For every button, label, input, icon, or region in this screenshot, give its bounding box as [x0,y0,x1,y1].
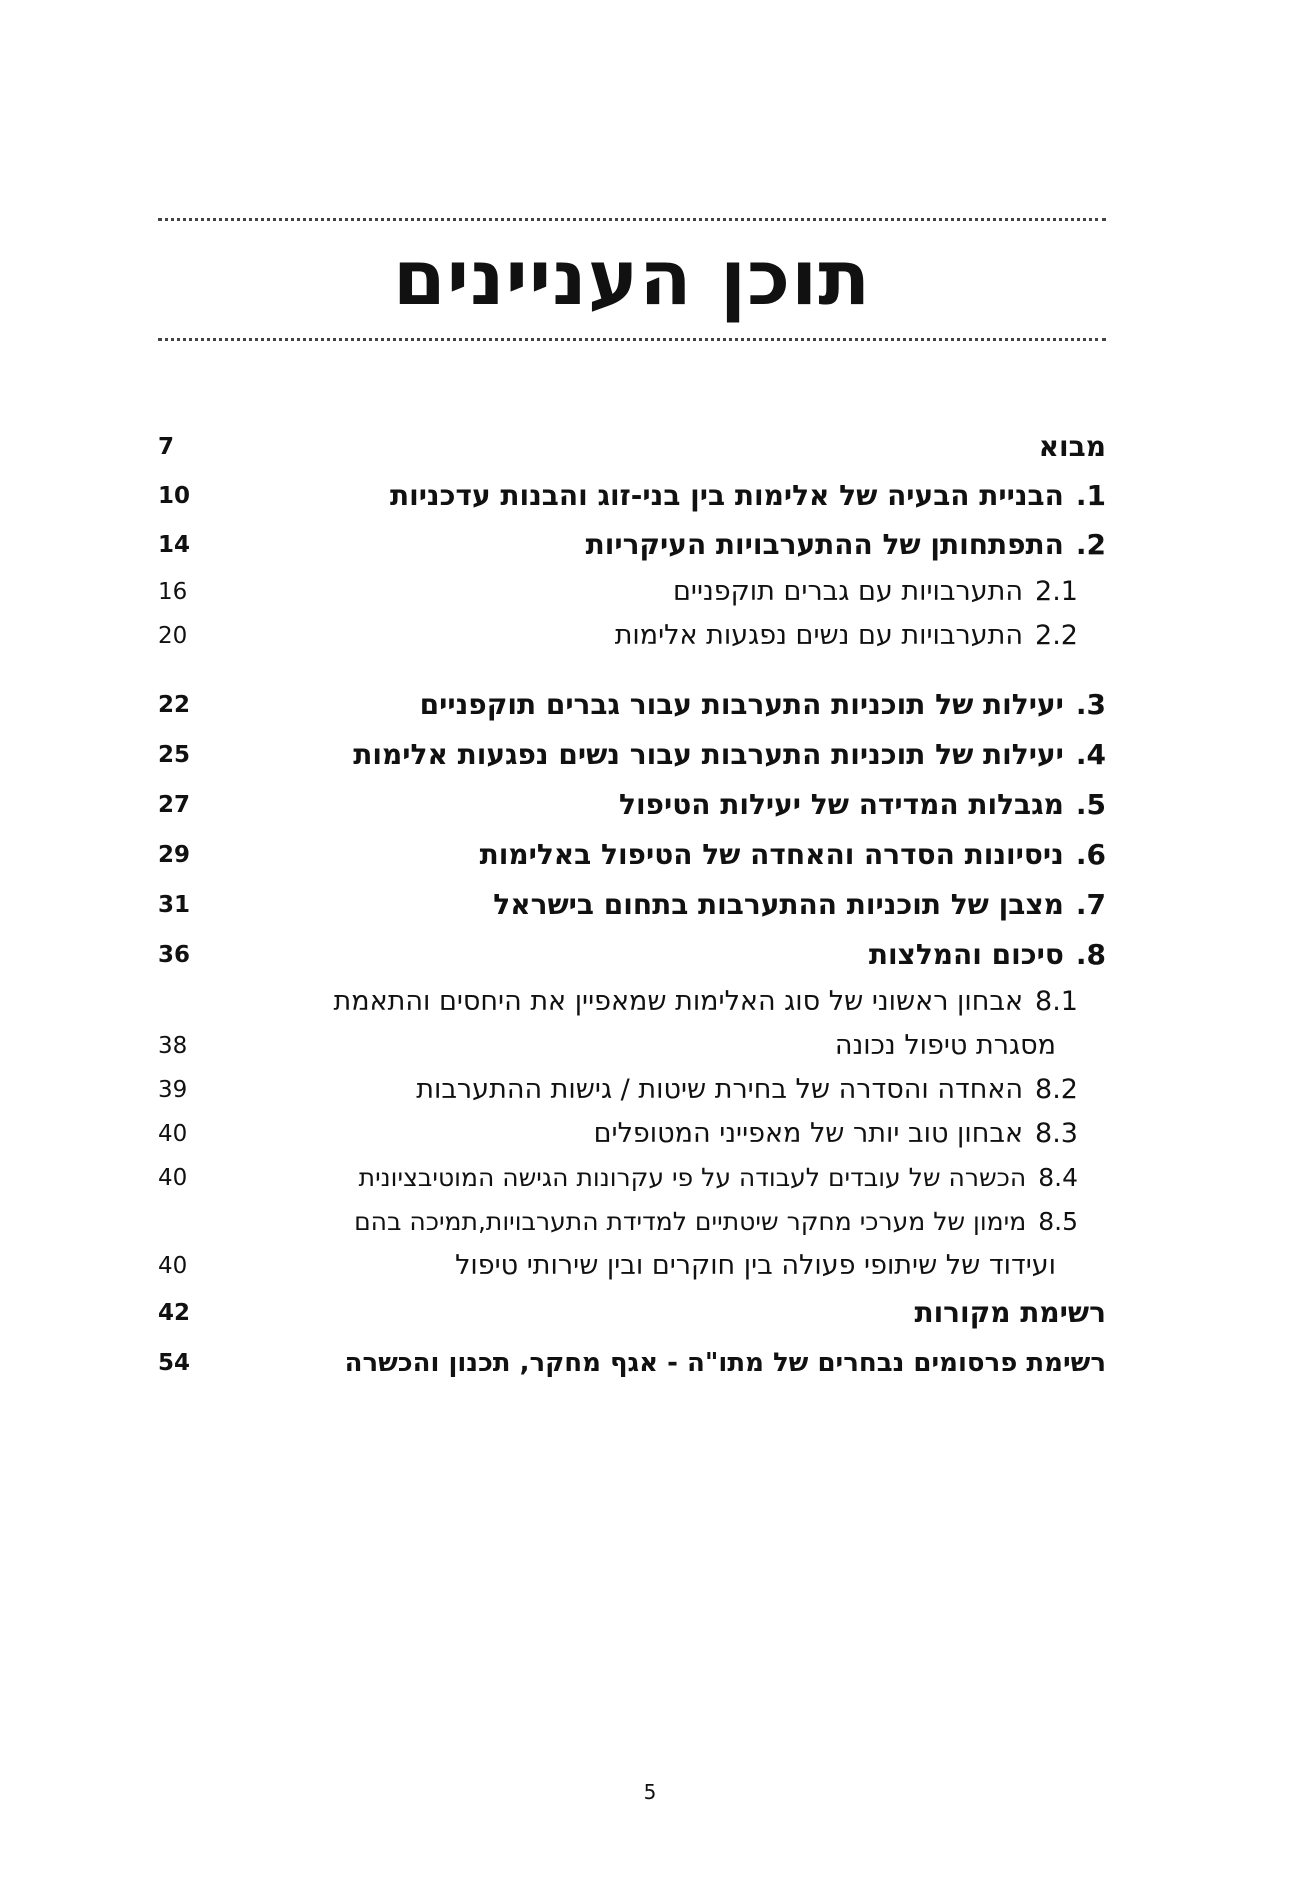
toc-page-number: 10 [158,483,191,509]
toc-entry-title: .7מצבן של תוכניות ההתערבות בתחום בישראל [493,883,1106,927]
toc-page-number: 36 [158,942,191,968]
toc-entry-section-8-5-line-1[interactable] [158,1200,1106,1244]
toc-entry-number: 8.2 [1035,1074,1078,1105]
toc-entry-number: .4 [1075,738,1106,771]
toc-entry-number: .7 [1075,888,1106,921]
toc-entry-number: 8.4 [1038,1163,1078,1192]
toc-entry-number: 2.2 [1035,620,1078,651]
toc-entry-title: 2.2התערבויות עם נשים נפגעות אלימות [615,614,1078,658]
toc-page-number: 39 [158,1077,188,1103]
toc-entry-title: 8.4הכשרה של עובדים לעבודה על פי עקרונות הגישה המוטיבציונית [359,1156,1078,1200]
toc-entry-title: 2.1התערבויות עם גברים תוקפניים [673,570,1078,614]
toc-entry-chapter-6[interactable] [158,833,1106,877]
toc-entry-intro[interactable] [158,425,1106,469]
title-top-dotted-rule [158,218,1106,221]
toc-entry-section-8-5-line-2[interactable] [158,1244,1106,1288]
toc-entry-number: .2 [1075,528,1106,561]
toc-page-number: 38 [158,1033,188,1059]
toc-entry-title: רשימת פרסומים נבחרים של מתו"ה - אגף מחקר, תכנון והכשרה [344,1348,1106,1378]
page-number: 5 [643,1780,657,1804]
toc-page-number: 27 [158,792,191,818]
toc-entry-chapter-4[interactable] [158,733,1106,777]
toc-entry-title-continued: ועידוד של שיתופי פעולה בין חוקרים ובין שירותי טיפול [455,1250,1056,1281]
toc-entry-title: .3יעילות של תוכניות התערבות עבור גברים תוקפניים [420,683,1106,727]
toc-entry-title: .5מגבלות המדידה של יעילות הטיפול [619,783,1106,827]
toc-entry-chapter-1[interactable] [158,474,1106,518]
title-bottom-dotted-rule [158,338,1106,341]
toc-entry-section-8-1-line-2[interactable] [158,1024,1106,1068]
toc-page-number: 31 [158,892,191,918]
toc-entry-title: 8.5מימון של מערכי מחקר שיטתיים למדידת התערבויות,תמיכה בהם [354,1200,1078,1244]
page-title: תוכן העניינים [392,233,872,322]
toc-page-number: 40 [158,1121,188,1147]
toc-entry-chapter-3[interactable] [158,683,1106,727]
toc-entry-number: .6 [1075,838,1106,871]
toc-entry-section-8-4[interactable] [158,1156,1106,1200]
toc-page-number: 7 [158,434,175,460]
toc-entry-section-8-2[interactable] [158,1068,1106,1112]
toc-entry-number: 8.3 [1035,1118,1078,1149]
toc-entry-title: 8.3אבחון טוב יותר של מאפייני המטופלים [594,1112,1078,1156]
toc-entry-title: מבוא [1038,430,1106,463]
toc-entry-number: 2.1 [1035,576,1078,607]
toc-entry-title: .8סיכום והמלצות [869,933,1106,977]
toc-entry-title: .2התפתחותן של ההתערבויות העיקריות [586,523,1106,567]
toc-entry-number: .8 [1075,938,1106,971]
toc-entry-number: .1 [1075,479,1106,512]
toc-entry-chapter-5[interactable] [158,783,1106,827]
toc-page-number: 54 [158,1350,191,1376]
toc-entry-section-2-2[interactable] [158,614,1106,658]
toc-entry-title: .1הבניית הבעיה של אלימות בין בני-זוג והבנות עדכניות [390,474,1106,518]
toc-entry-references[interactable] [158,1291,1106,1335]
toc-page-number: 40 [158,1165,188,1191]
toc-entry-title: 8.1אבחון ראשוני של סוג האלימות שמאפיין את היחסים והתאמת [333,980,1078,1024]
toc-entry-number: 8.1 [1035,986,1078,1017]
toc-entry-section-8-3[interactable] [158,1112,1106,1156]
toc-entry-title: .4יעילות של תוכניות התערבות עבור נשים נפגעות אלימות [353,733,1106,777]
toc-entry-chapter-7[interactable] [158,883,1106,927]
toc-entry-title-continued: מסגרת טיפול נכונה [834,1030,1056,1061]
toc-page-number: 40 [158,1253,188,1279]
toc-page-number: 42 [158,1300,191,1326]
toc-entry-chapter-8[interactable] [158,933,1106,977]
toc-page-number: 29 [158,842,191,868]
toc-entry-publications[interactable] [158,1341,1106,1385]
toc-entry-section-8-1-line-1[interactable] [158,980,1106,1024]
toc-entry-section-2-1[interactable] [158,570,1106,614]
toc-entry-number: .3 [1075,688,1106,721]
toc-page-number: 16 [158,579,188,605]
toc-entry-title: .6ניסיונות הסדרה והאחדה של הטיפול באלימות [480,833,1106,877]
toc-entry-number: .5 [1075,788,1106,821]
toc-entry-title: רשימת מקורות [914,1296,1106,1329]
toc-entry-title: 8.2האחדה והסדרה של בחירת שיטות / גישות ההתערבות [416,1068,1078,1112]
toc-entry-chapter-2[interactable] [158,523,1106,567]
toc-entry-number: 8.5 [1038,1207,1078,1236]
toc-page-number: 22 [158,692,191,718]
toc-page-number: 14 [158,532,191,558]
toc-page-number: 20 [158,623,188,649]
toc-page-number: 25 [158,742,191,768]
